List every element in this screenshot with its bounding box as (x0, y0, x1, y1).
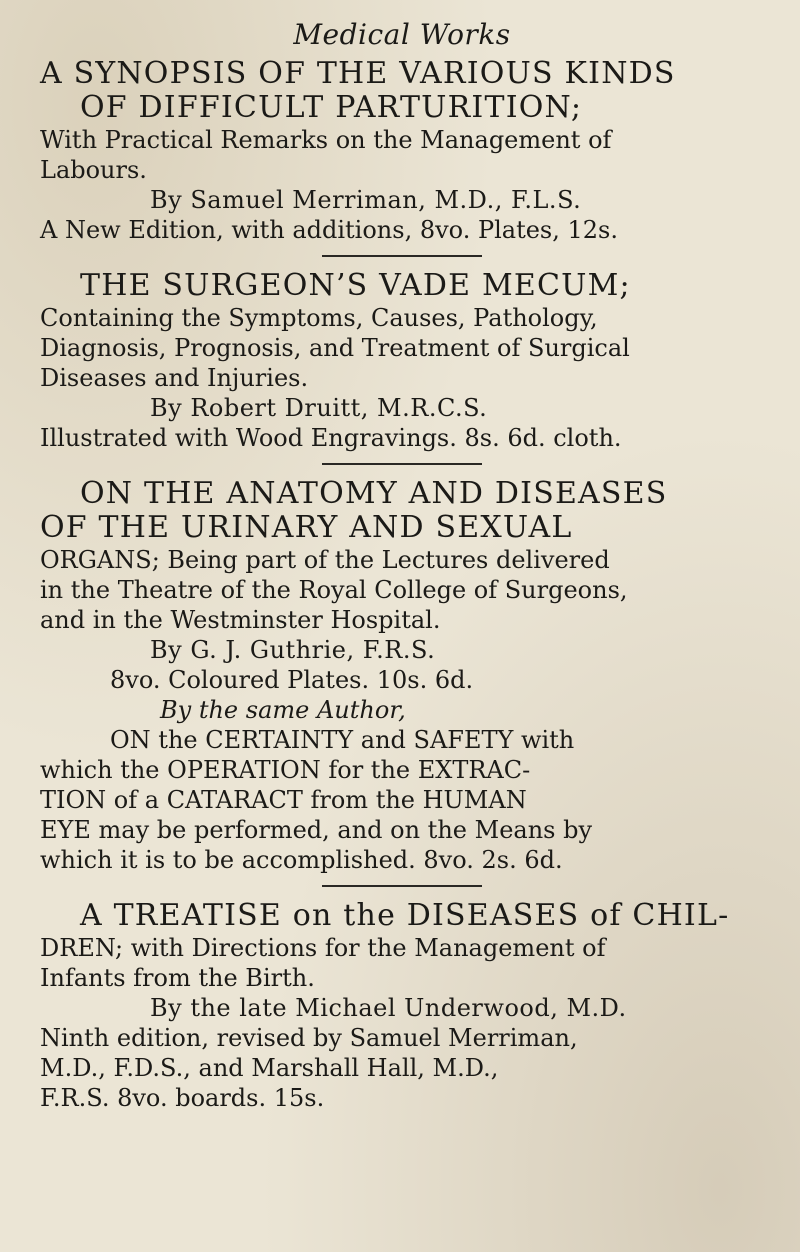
entry-author: By Robert Druitt, M.R.C.S. (150, 394, 488, 422)
entry-text: which the OPERATION for the EXTRAC- (40, 756, 531, 784)
entry-edition: Ninth edition, revised by Samuel Merriman, (40, 1024, 578, 1052)
divider (322, 463, 482, 465)
entry-edition: A New Edition, with additions, 8vo. Plates, 12s. (40, 216, 618, 244)
entry-same-author: By the same Author, (160, 696, 406, 724)
entry-price: F.R.S. 8vo. boards. 15s. (40, 1084, 325, 1112)
entry-text: With Practical Remarks on the Management of (40, 126, 612, 154)
entry-title: THE SURGEON’S VADE MECUM; (80, 268, 631, 303)
entry-text: Diseases and Injuries. (40, 364, 309, 392)
entry-title: A SYNOPSIS OF THE VARIOUS KINDS (40, 56, 676, 91)
entry-title-cont: OF THE URINARY AND SEXUAL (40, 510, 573, 545)
entry-urinary-organs (40, 477, 764, 875)
divider (322, 255, 482, 257)
entry-text: ORGANS; Being part of the Lectures delivered (40, 546, 610, 574)
entry-diseases-of-children (40, 899, 764, 1113)
entry-title: ON THE ANATOMY AND DISEASES (80, 476, 668, 511)
entry-text: EYE may be performed, and on the Means by (40, 816, 593, 844)
entry-text: Infants from the Birth. (40, 964, 315, 992)
entry-text: in the Theatre of the Royal College of Surgeons, (40, 576, 628, 604)
entry-text: Containing the Symptoms, Causes, Pathology, (40, 304, 598, 332)
entry-author: By the late Michael Underwood, M.D. (150, 994, 627, 1022)
entry-text: TION of a CATARACT from the HUMAN (40, 786, 527, 814)
entry-vade-mecum (40, 269, 764, 453)
entry-author: By G. J. Guthrie, F.R.S. (150, 636, 436, 664)
entry-price: Illustrated with Wood Engravings. 8s. 6d. cloth. (40, 424, 622, 452)
divider (322, 885, 482, 887)
entry-price: 8vo. Coloured Plates. 10s. 6d. (110, 666, 474, 694)
entry-text: Labours. (40, 156, 147, 184)
entry-text: and in the Westminster Hospital. (40, 606, 441, 634)
entry-title-secondary: ON the CERTAINTY and SAFETY with (110, 726, 575, 754)
entry-title: A TREATISE on the DISEASES of CHIL- (80, 898, 730, 933)
entry-text: M.D., F.D.S., and Marshall Hall, M.D., (40, 1054, 499, 1082)
entry-text: DREN; with Directions for the Management of (40, 934, 606, 962)
entry-price: which it is to be accomplished. 8vo. 2s. 6d. (40, 846, 563, 874)
entry-author: By Samuel Merriman, M.D., F.L.S. (150, 186, 582, 214)
entry-text: Diagnosis, Prognosis, and Treatment of Surgical (40, 334, 630, 362)
page-header: Medical Works (293, 18, 511, 51)
entry-title-cont: OF DIFFICULT PARTURITION; (80, 90, 583, 125)
entry-synopsis (40, 57, 764, 245)
